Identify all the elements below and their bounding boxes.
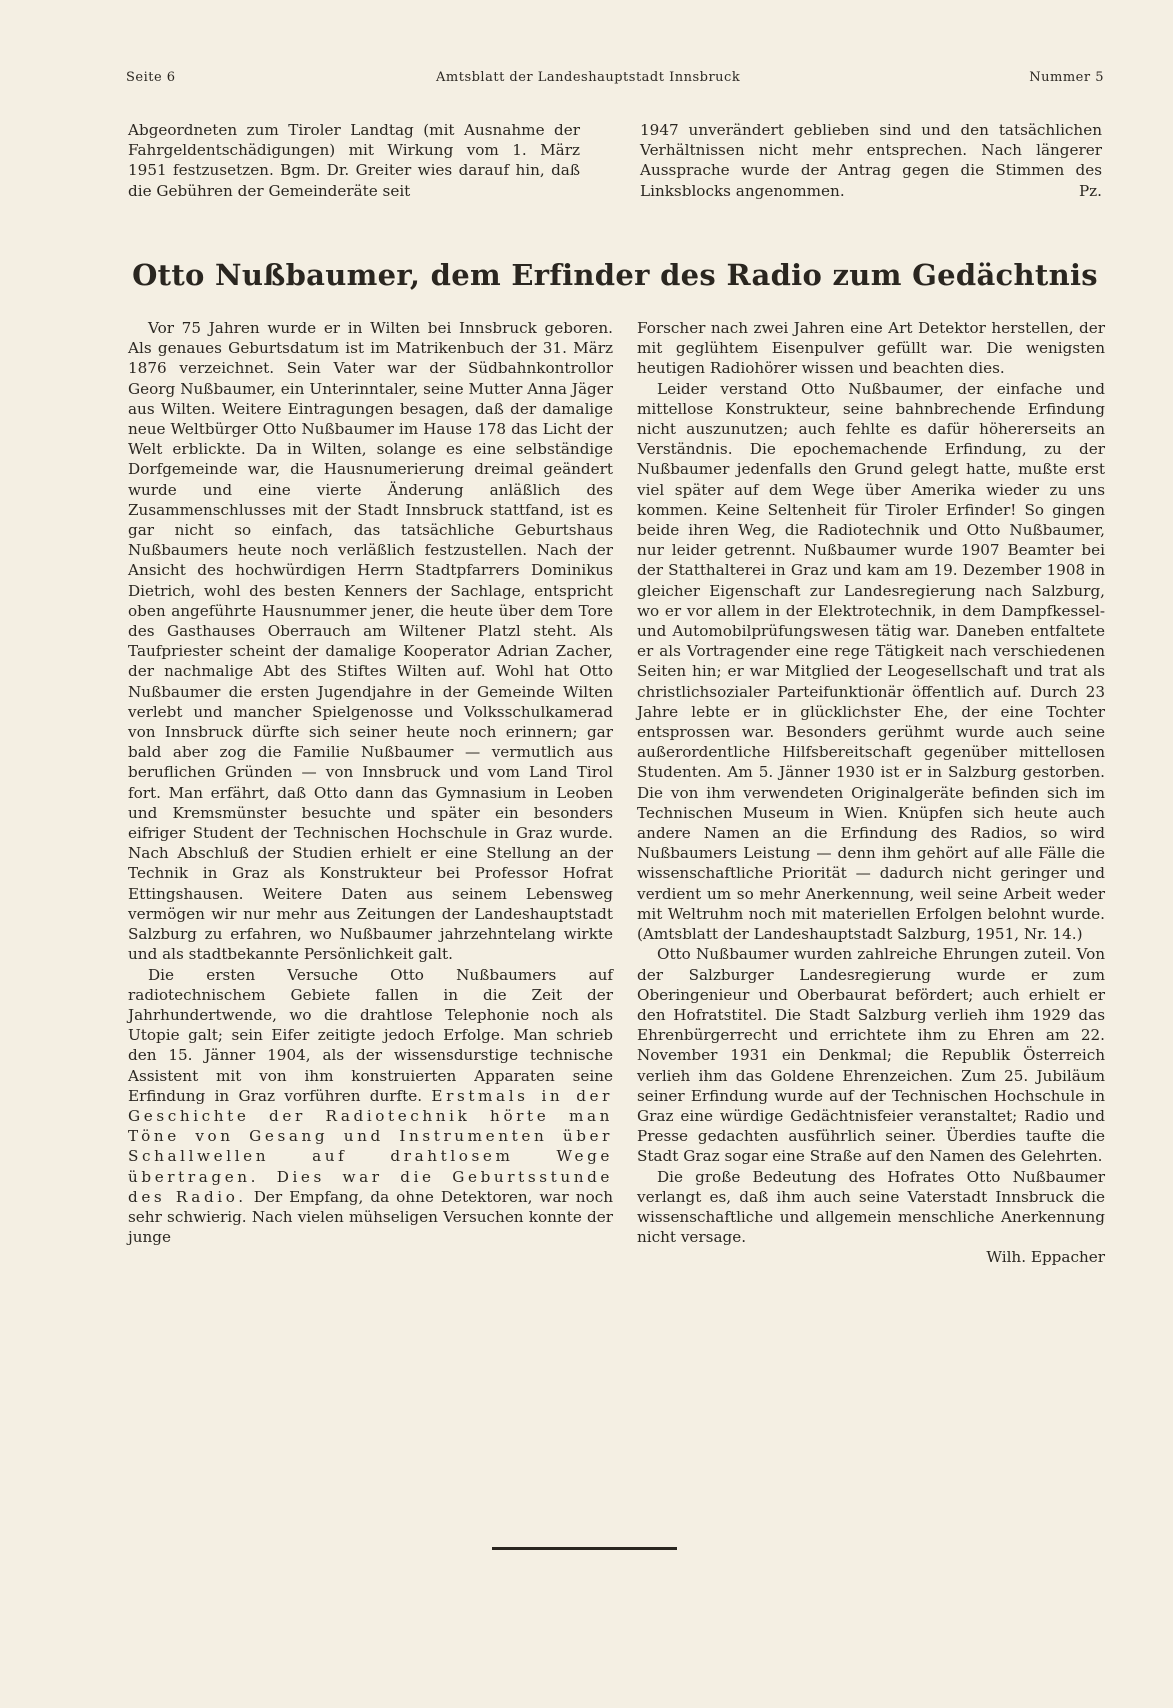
prev-article-signature: Pz. xyxy=(1078,181,1102,200)
prev-article-text-left: Abgeordneten zum Tiroler Landtag (mit Ausnahme der Fahrgeldentschädigungen) mit Wirkung vom 1. März 1951 festzusetzen. Bgm. Dr. Greiter wies darauf hin, daß die Gebühren der Gemeinderäte seit xyxy=(128,121,580,200)
prev-article-right-column xyxy=(640,120,1102,201)
prev-article-text-right xyxy=(640,120,1102,201)
page-number: Seite 6 xyxy=(126,70,176,85)
experiments-text: Die ersten Versuche Otto Nußbaumers auf radiotechnischem Gebiete fallen in die Zeit der Jahrhundertwende, wo die drahtlose Telephonie noch als Utopie galt; sein Eifer zeitigte jedoch Erfolge. Man schrieb den 15. Jänner 1904, als der wissensdurstige technische Assistent mit von ihm konstruierten Apparaten seine Erfindung in Graz vorführen durfte. xyxy=(128,965,613,1105)
paragraph-closing: Die große Bedeutung des Hofrates Otto Nußbaumer verlangt es, daß ihm auch seine Vaterstadt Innsbruck die wissenschaftliche und allgemein menschliche Anerkennung nicht versage. xyxy=(637,1167,1105,1247)
article-right-column xyxy=(637,318,1105,1268)
paragraph-honours: Otto Nußbaumer wurden zahlreiche Ehrungen zuteil. Von der Salzburger Landesregierung wurde er zum Oberingenieur und Oberbaurat befördert; auch erhielt er den Hofratstitel. Die Stadt Salzburg verlieh ihm 1929 das Ehrenbürgerrecht und errichtete ihm zu Ehren am 22. November 1931 ein Denkmal; die Republik Österreich verlieh ihm das Goldene Ehrenzeichen. Zum 25. Jubiläum seiner Erfindung wurde auf der Technischen Hochschule in Graz eine würdige Gedächtnisfeier veranstaltet; Radio und Presse gedachten ausführlich seiner. Überdies taufte die Stadt Graz sogar eine Straße auf den Namen des Gelehrten. xyxy=(637,945,1105,1166)
paragraph-birth: Vor 75 Jahren wurde er in Wilten bei Innsbruck geboren. Als genaues Geburtsdatum ist im Matrikenbuch der 31. März 1876 verzeichnet. Sein Vater war der Südbahnkontrollor Georg Nußbaumer, ein Unterinntaler, seine Mutter Anna Jäger aus Wilten. Weitere Eintragungen besagen, daß der damalige neue Weltbürger Otto Nußbaumer im Hause 178 das Licht der Welt erblickte. Da in Wilten, solange es eine selbständige Dorfgemeinde war, die Hausnumerierung dreimal geändert wurde und eine vierte Änderung anläßlich des Zusammenschlusses mit der Stadt Innsbruck stattfand, ist es gar nicht so einfach, das tatsächliche Geburtshaus Nußbaumers heute noch verläßlich festzustellen. Nach der Ansicht des hochwürdigen Herrn Stadtpfarrers Dominikus Dietrich, wohl des besten Kenners der Sachlage, entspricht oben angeführte Hausnummer jener, die heute über dem Tore des Gasthauses Oberrauch am Wiltener Platzl steht. Als Taufpriester scheint der damalige Kooperator Adrian Zacher, der nachmalige Abt des Stiftes Wilten auf. Wohl hat Otto Nußbaumer die ersten Jugendjahre in der Gemeinde Wilten verlebt und mancher Spielgenosse und Volksschulkamerad von Innsbruck dürfte sich seiner heute noch erinnern; gar bald aber zog die Familie Nußbaumer — vermutlich aus beruflichen Gründen — von Innsbruck und vom Land Tirol fort. Man erfährt, daß Otto dann das Gymnasium in Leoben und Kremsmünster besuchte und später ein besonders eifriger Student der Technischen Hochschule in Graz wurde. Nach Abschluß der Studien erhielt er eine Stellung an der Technik in Graz als Konstrukteur bei Professor Hofrat Ettingshausen. Weitere Daten aus seinem Lebensweg vermögen wir nur mehr aus Zeitungen der Landeshauptstadt Salzburg zu erfahren, wo Nußbaumer jahrzehntelang wirkte und als stadtbekannte Persönlichkeit galt. xyxy=(128,319,613,964)
prev-article-left-column xyxy=(128,120,580,201)
paragraph-detector: Forscher nach zwei Jahren eine Art Detektor herstellen, der mit geglühtem Eisenpulver gefüllt war. Die wenigsten heutigen Radiohörer wissen und beachten dies. xyxy=(637,319,1105,378)
issue-number: Nummer 5 xyxy=(1029,70,1104,85)
author-signature: Wilh. Eppacher xyxy=(986,1248,1105,1267)
birth-of-radio-emphasis: Erstmals in der Geschichte der Radiotechnik hörte man Töne von Gesang und Instrumenten über Schallwellen auf drahtlosem Wege übertragen. Dies war die Geburtsstunde des Radio. xyxy=(128,1086,613,1206)
page-header xyxy=(126,70,1104,88)
paragraph-later-life: Leider verstand Otto Nußbaumer, der einfache und mittellose Konstrukteur, seine bahnbrechende Erfindung nicht auszunutzen; auch fehlte es dafür höhererseits an Verständnis. Die epochemachende Erfindung, zu der Nußbaumer jedenfalls den Grund gelegt hatte, mußte erst viel später auf dem Wege über Amerika wieder zu uns kommen. Keine Seltenheit für Tiroler Erfinder! So gingen beide ihren Weg, die Radiotechnik und Otto Nußbaumer, nur leider getrennt. Nußbaumer wurde 1907 Beamter bei der Statthalterei in Graz und kam am 19. Dezember 1908 in gleicher Eigenschaft zur Landesregierung nach Salzburg, wo er vor allem in der Elektrotechnik, in dem Dampfkessel- und Automobilprüfungswesen tätig war. Daneben entfaltete er als Vortragender eine rege Tätigkeit nach verschiedenen Seiten hin; er war Mitglied der Leogesellschaft und trat als christlichsozialer Parteifunktionär öffentlich auf. Durch 23 Jahre lebte er in glücklichster Ehe, der eine Tochter entsprossen war. Besonders gerühmt wurde auch seine außerordentliche Hilfsbereitschaft gegenüber mittellosen Studenten. Am 5. Jänner 1930 ist er in Salzburg gestorben. Die von ihm verwendeten Originalgeräte befinden sich im Technischen Museum in Wien. Knüpfen sich heute auch andere Namen an die Erfindung des Radios, so wird Nußbaumers Leistung — denn ihm gehört auf alle Fälle die wissenschaftliche Priorität — dadurch nicht geringer und verdient um so mehr Anerkennung, weil seine Arbeit weder mit Weltruhm noch mit materiellen Erfolgen belohnt wurde. (Amtsblatt der Landeshauptstadt Salzburg, 1951, Nr. 14.) xyxy=(637,379,1105,944)
publication-title: Amtsblatt der Landeshauptstadt Innsbruck xyxy=(436,70,741,85)
article-title: Otto Nußbaumer, dem Erfinder des Radio zum Gedächtnis xyxy=(132,258,1098,292)
paragraph-first-experiments xyxy=(128,965,613,1248)
reception-text: Der Empfang, da ohne Detektoren, war noch sehr schwierig. Nach vielen mühseligen Versuchen konnte der junge xyxy=(128,1187,614,1247)
author-line xyxy=(637,1247,1105,1267)
prev-article-text: 1947 unverändert geblieben sind und den tatsächlichen Verhältnissen nicht mehr entsprechen. Nach längerer Aussprache wurde der Antrag gegen die Stimmen des Linksblocks angenommen. xyxy=(640,121,1102,200)
end-rule xyxy=(492,1547,677,1550)
article-left-column xyxy=(128,318,613,1247)
